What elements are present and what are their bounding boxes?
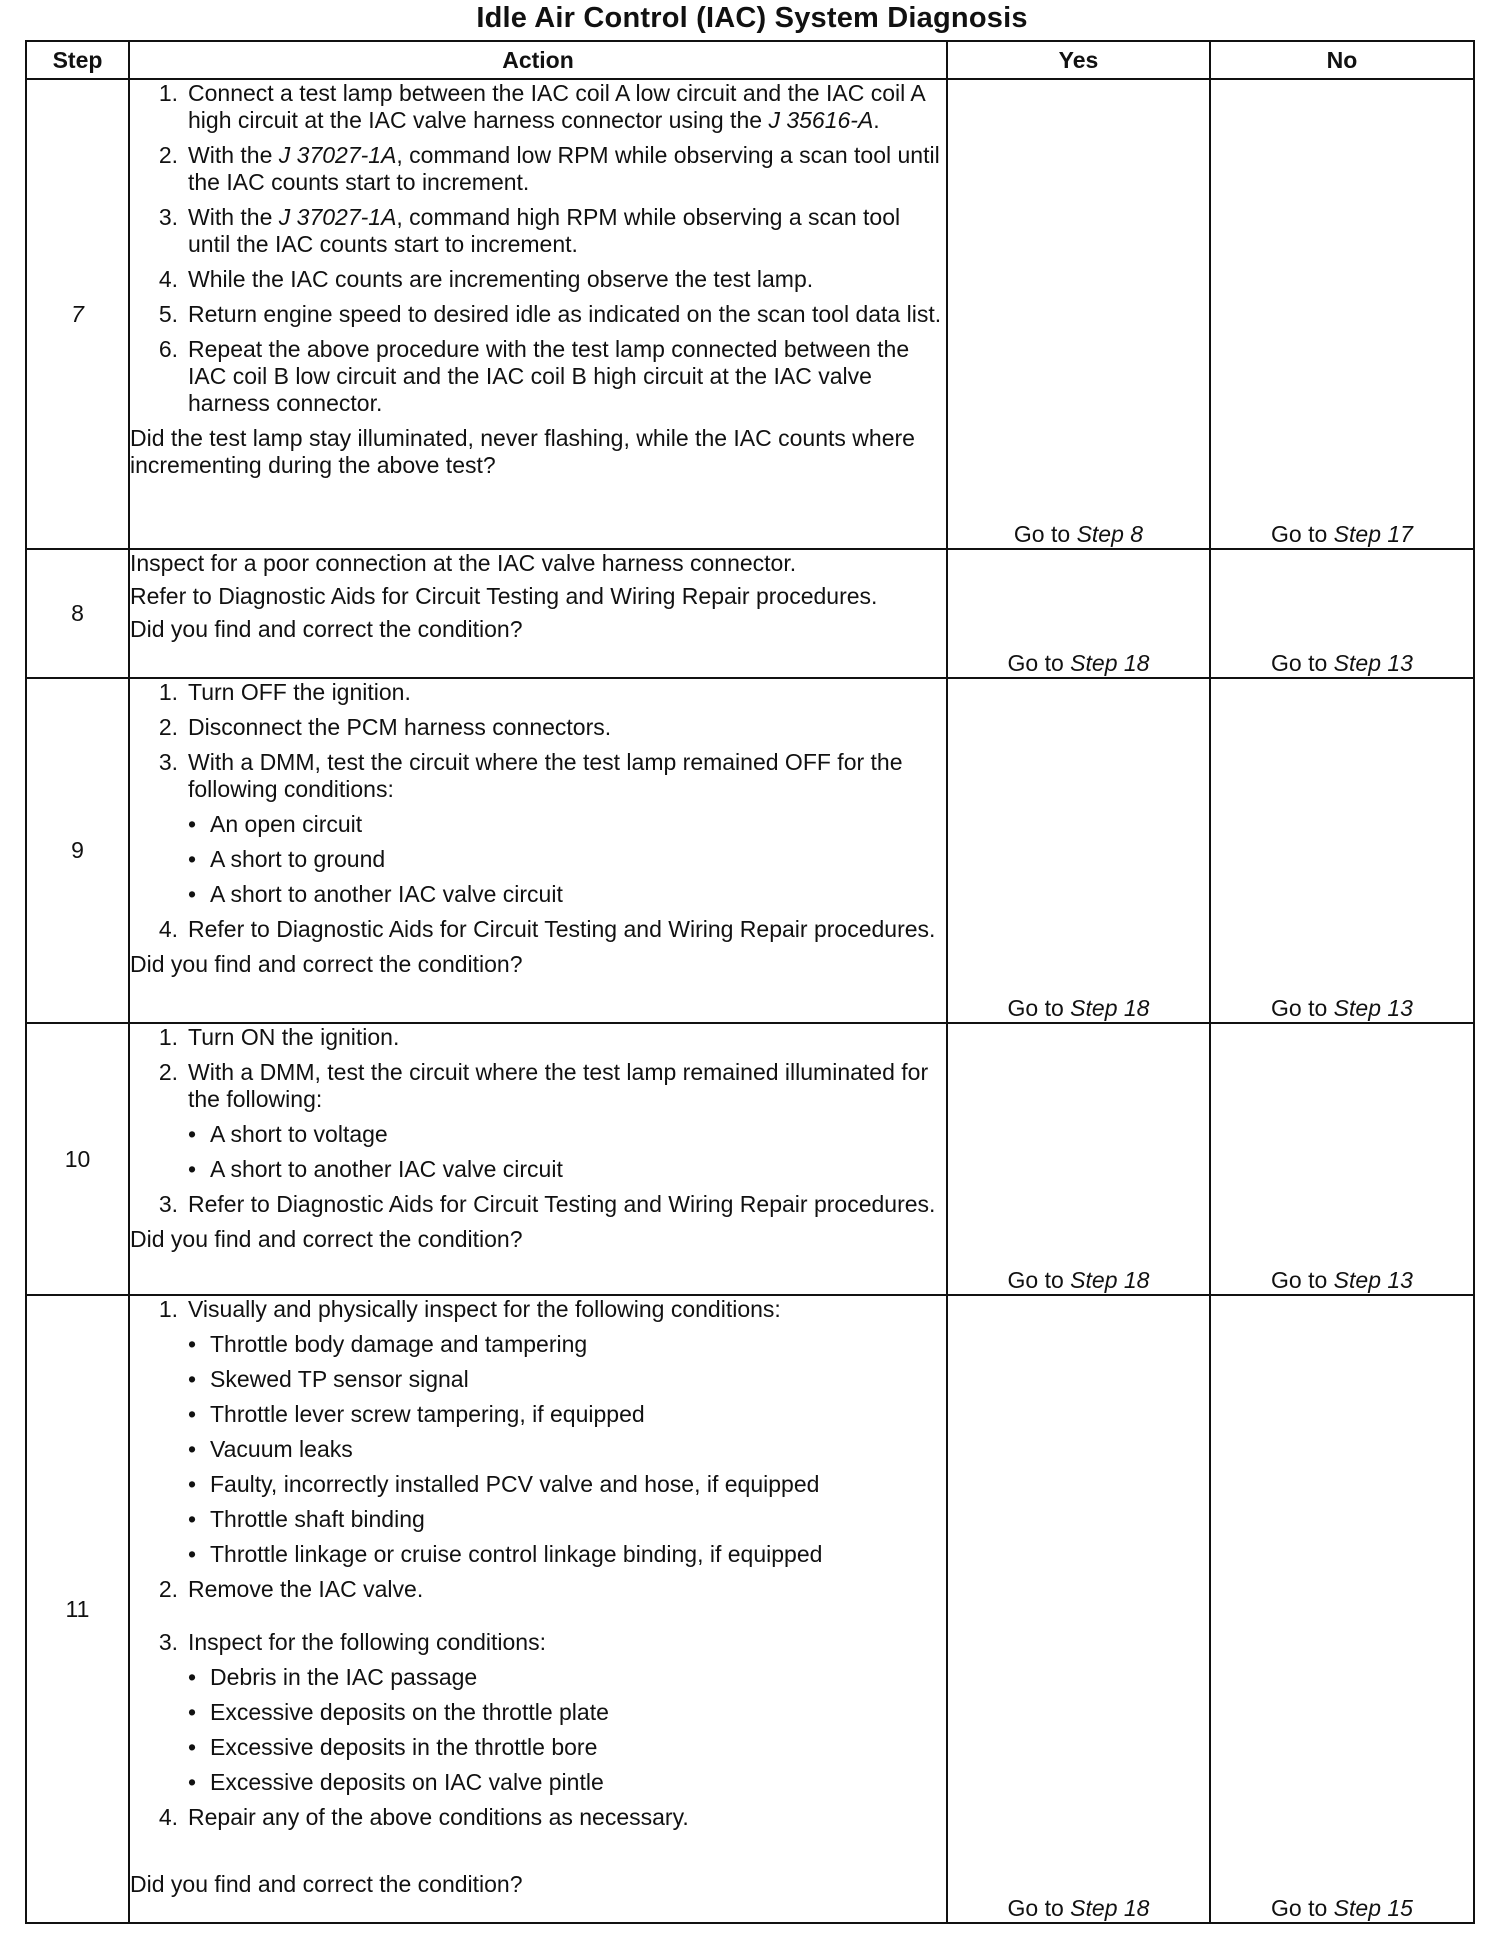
- yes-result: Go to Step 18: [947, 678, 1210, 1023]
- step-number: 10: [26, 1023, 129, 1295]
- list-item: 1. Visually and physically inspect for the following conditions:: [158, 1296, 781, 1322]
- list-item: 3. With a DMM, test the circuit where the test lamp remained OFF for the following conditions:: [158, 749, 903, 802]
- bullet-icon: •: [188, 1769, 197, 1795]
- instruction-text: Inspect for a poor connection at the IAC valve harness connector.: [130, 550, 797, 576]
- bullet-icon: •: [188, 1506, 197, 1532]
- bullet-item: • A short to voltage: [188, 1121, 388, 1147]
- bullet-icon: •: [188, 881, 197, 907]
- bullet-item: • Throttle shaft binding: [188, 1506, 425, 1532]
- table-header-row: [26, 41, 1474, 79]
- question-text: Did you find and correct the condition?: [130, 1226, 523, 1252]
- no-result: Go to Step 13: [1210, 678, 1474, 1023]
- list-item: 2. Disconnect the PCM harness connectors.: [158, 714, 612, 740]
- bullet-item: • Throttle body damage and tampering: [188, 1331, 588, 1357]
- bullet-item: • Faulty, incorrectly installed PCV valve and hose, if equipped: [188, 1471, 820, 1497]
- list-item: 6. Repeat the above procedure with the test lamp connected between the IAC coil B low circuit and the IAC coil B high circuit at the IAC valve harness connector.: [158, 336, 910, 416]
- yes-result: Go to Step 18: [947, 1023, 1210, 1295]
- header-step: Step: [26, 41, 129, 79]
- bullet-item: • Skewed TP sensor signal: [188, 1366, 469, 1392]
- step-number: 7: [26, 79, 129, 549]
- list-item: 1. Turn ON the ignition.: [158, 1024, 400, 1050]
- list-item: 1. Connect a test lamp between the IAC coil A low circuit and the IAC coil A high circuit at the IAC valve harness connector using the J 35616-A.: [158, 80, 925, 133]
- bullet-icon: •: [188, 1471, 197, 1497]
- tool-reference: J 37027-1A: [278, 204, 397, 230]
- action-cell: [129, 1023, 947, 1295]
- bullet-icon: •: [188, 1156, 197, 1182]
- list-item: 3. Inspect for the following conditions:: [158, 1629, 546, 1655]
- step-number: 8: [26, 549, 129, 678]
- list-item: 4. While the IAC counts are incrementing observe the test lamp.: [158, 266, 814, 292]
- action-cell: [129, 79, 947, 549]
- table-row-step-7: [26, 79, 1474, 549]
- list-item: 3. With the J 37027-1A, command high RPM while observing a scan tool until the IAC counts start to increment.: [158, 204, 901, 257]
- bullet-item: • Excessive deposits on IAC valve pintle: [188, 1769, 604, 1795]
- header-action: Action: [129, 41, 947, 79]
- table-row-step-11: [26, 1295, 1474, 1923]
- header-no: No: [1210, 41, 1474, 79]
- bullet-icon: •: [188, 1436, 197, 1462]
- bullet-icon: •: [188, 846, 197, 872]
- bullet-icon: •: [188, 1366, 197, 1392]
- step-number: 11: [26, 1295, 129, 1923]
- table-row-step-8: [26, 549, 1474, 678]
- bullet-icon: •: [188, 1541, 197, 1567]
- bullet-icon: •: [188, 1699, 197, 1725]
- bullet-item: • Excessive deposits in the throttle bore: [188, 1734, 598, 1760]
- bullet-icon: •: [188, 1331, 197, 1357]
- step-number: 9: [26, 678, 129, 1023]
- tool-reference: J 37027-1A: [278, 142, 397, 168]
- no-result: Go to Step 17: [1210, 79, 1474, 549]
- bullet-item: • Throttle lever screw tampering, if equipped: [188, 1401, 645, 1427]
- yes-result: Go to Step 18: [947, 1295, 1210, 1923]
- action-cell: [129, 678, 947, 1023]
- bullet-icon: •: [188, 1664, 197, 1690]
- bullet-icon: •: [188, 811, 197, 837]
- bullet-icon: •: [188, 1734, 197, 1760]
- question-text: Did the test lamp stay illuminated, never flashing, while the IAC counts where incrementing during the above test?: [130, 425, 915, 478]
- table-row-step-9: [26, 678, 1474, 1023]
- bullet-item: • Debris in the IAC passage: [188, 1664, 478, 1690]
- list-item: 4. Repair any of the above conditions as necessary.: [158, 1804, 689, 1830]
- yes-result: Go to Step 18: [947, 549, 1210, 678]
- question-text: Did you find and correct the condition?: [130, 951, 523, 977]
- list-item: 2. With the J 37027-1A, command low RPM while observing a scan tool until the IAC counts start to increment.: [158, 142, 940, 195]
- list-item: 4. Refer to Diagnostic Aids for Circuit Testing and Wiring Repair procedures.: [158, 916, 936, 942]
- question-text: Did you find and correct the condition?: [130, 616, 523, 642]
- bullet-item: • A short to another IAC valve circuit: [188, 881, 563, 907]
- action-cell: [129, 1295, 947, 1923]
- bullet-icon: •: [188, 1121, 197, 1147]
- bullet-item: • Vacuum leaks: [188, 1436, 353, 1462]
- bullet-item: • A short to ground: [188, 846, 386, 872]
- bullet-item: • An open circuit: [188, 811, 363, 837]
- yes-result: Go to Step 8: [947, 79, 1210, 549]
- bullet-icon: •: [188, 1401, 197, 1427]
- instruction-text: Refer to Diagnostic Aids for Circuit Testing and Wiring Repair procedures.: [130, 583, 878, 609]
- bullet-item: • Excessive deposits on the throttle plate: [188, 1699, 609, 1725]
- bullet-item: • Throttle linkage or cruise control linkage binding, if equipped: [188, 1541, 823, 1567]
- diagnosis-table: [25, 40, 1475, 1924]
- no-result: Go to Step 13: [1210, 549, 1474, 678]
- no-result: Go to Step 13: [1210, 1023, 1474, 1295]
- list-item: 1. Turn OFF the ignition.: [158, 679, 411, 705]
- bullet-item: • A short to another IAC valve circuit: [188, 1156, 563, 1182]
- tool-reference: J 35616-A: [768, 107, 874, 133]
- no-result: Go to Step 15: [1210, 1295, 1474, 1923]
- action-cell: [129, 549, 947, 678]
- list-item: 2. Remove the IAC valve.: [158, 1576, 424, 1602]
- table-row-step-10: [26, 1023, 1474, 1295]
- list-item: 2. With a DMM, test the circuit where the test lamp remained illuminated for the following:: [158, 1059, 929, 1112]
- question-text: Did you find and correct the condition?: [130, 1871, 523, 1897]
- header-yes: Yes: [947, 41, 1210, 79]
- list-item: 5. Return engine speed to desired idle as indicated on the scan tool data list.: [158, 301, 942, 327]
- page-title: Idle Air Control (IAC) System Diagnosis: [476, 2, 1028, 34]
- list-item: 3. Refer to Diagnostic Aids for Circuit Testing and Wiring Repair procedures.: [158, 1191, 936, 1217]
